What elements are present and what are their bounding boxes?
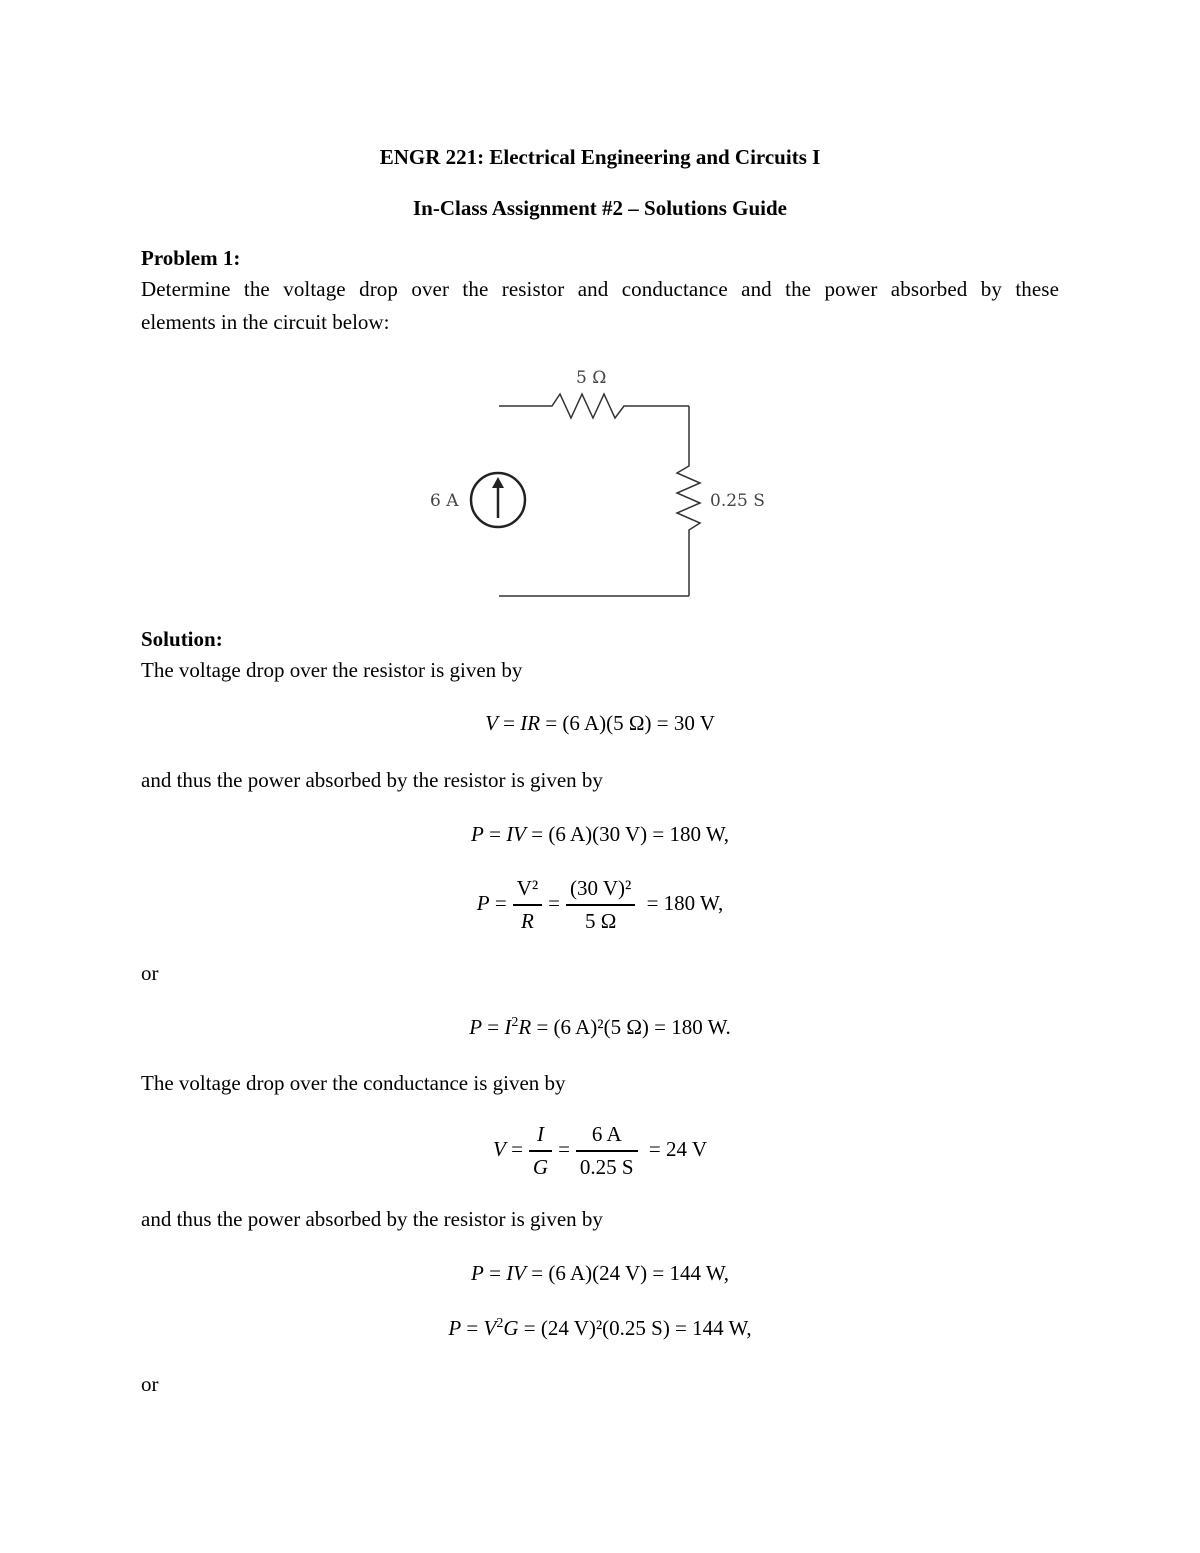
solution-text-power-conductance: and thus the power absorbed by the resistor is given by (141, 1207, 603, 1231)
solution-or-2: or (141, 1372, 159, 1396)
circuit-diagram (0, 0, 1200, 620)
solution-heading: Solution: (141, 627, 223, 651)
equation-power-i2r: $P = I^2R = (6$ A)²(5 Ω) = 180 W. (469, 1015, 731, 1039)
resistor-label: 5 Ω (576, 368, 607, 388)
equation-power-v2g: $P = V^2G = (24$ V)²(0.25 S) = 144 W, (448, 1316, 752, 1340)
equation-power-iv: P = IV = (6 A)(30 V) = 180 W, (471, 822, 729, 846)
solution-text-power-resistor: and thus the power absorbed by the resistor is given by (141, 768, 603, 792)
conductance-label: 0.25 S (710, 491, 765, 511)
solution-text-conductance-voltage: The voltage drop over the conductance is given by (141, 1071, 566, 1095)
equation-ohms-law: V = IR = (6 A)(5 Ω) = 30 V (485, 711, 715, 735)
problem-statement-line2: elements in the circuit below: (141, 310, 390, 334)
solution-or-1: or (141, 961, 159, 985)
course-title: ENGR 221: Electrical Engineering and Circuits I (379, 145, 821, 169)
equation-conductance-voltage: V = $\frac{I}{G}$ = $\frac{6 A}{0.25 S}$ = 24 V (492, 1122, 707, 1179)
current-source-symbol (471, 473, 525, 527)
assignment-title: In-Class Assignment #2 – Solutions Guide (412, 196, 787, 220)
solution-text-resistor-voltage: The voltage drop over the resistor is given by (141, 658, 523, 682)
conductance-symbol (677, 406, 700, 596)
resistor-5ohm-symbol (499, 394, 689, 418)
current-source-label: 6 A (430, 491, 459, 511)
equation-power-v2-r: P = $\frac{\text{V²}}{R}$ = $\frac{\text{(30 V)²}}{5 \Omega}$ = 180 W, (476, 876, 724, 933)
problem-statement-line1: Determine the voltage drop over the resistor and conductance and the power absorbed by these (141, 277, 1059, 301)
problem-heading: Problem 1: (141, 246, 241, 270)
equation-power-iv-conductance: P = IV = (6 A)(24 V) = 144 W, (471, 1261, 729, 1285)
